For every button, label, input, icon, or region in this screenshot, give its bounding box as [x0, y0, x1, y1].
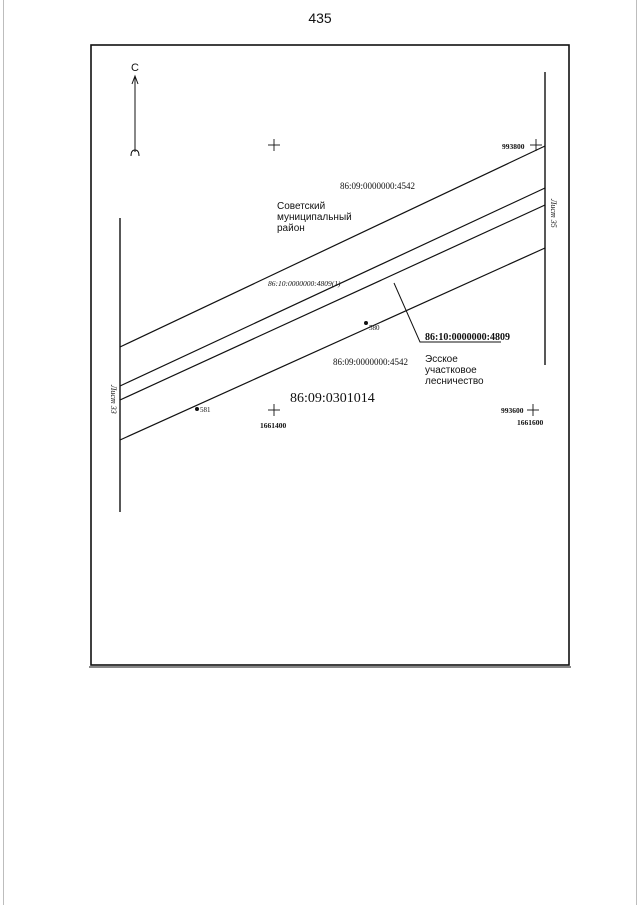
- point-580-label: 580: [369, 324, 380, 332]
- coord-y-top-label: 993800: [502, 142, 525, 151]
- quarter-number-label: 86:09:0301014: [290, 391, 375, 406]
- parcel-4542-lower-label: 86:09:0000000:4542: [333, 357, 409, 367]
- coord-x-left-label: 1661400: [260, 421, 287, 430]
- district-label-line-3: район: [277, 223, 305, 234]
- coord-y-bottom-label: 993600: [501, 406, 524, 415]
- boundary-line-4: [120, 248, 545, 440]
- parcel-4542-upper-label: 86:09:0000000:4542: [340, 181, 416, 191]
- survey-point-580: [364, 321, 368, 325]
- parcel-4809-label: 86:10:0000000:4809: [425, 332, 510, 343]
- point-581-label: 581: [200, 406, 211, 414]
- grid-cross-bottom-left: [268, 404, 280, 416]
- page-number: 435: [308, 10, 332, 26]
- district-label-line-2: муниципальный: [277, 212, 352, 223]
- forestry-label-line-2: участковое: [425, 365, 477, 376]
- north-label: С: [131, 62, 139, 74]
- grid-cross-top-left: [268, 139, 280, 151]
- sheet-right-label: Лист 35: [549, 199, 558, 228]
- survey-point-581: [195, 407, 199, 411]
- north-arrow-icon: [131, 76, 139, 156]
- grid-cross-top-right: [530, 139, 542, 151]
- sheet-left-label: Лист 33: [109, 385, 118, 414]
- grid-cross-bottom-right: [527, 404, 539, 416]
- parcel-4809-1-label: 86:10:0000000:4809(1): [268, 279, 341, 288]
- coord-x-right-label: 1661600: [517, 418, 544, 427]
- map-frame: [91, 45, 569, 665]
- boundary-line-1: [120, 146, 545, 347]
- forestry-label-line-1: Эсское: [425, 354, 458, 365]
- forestry-label-line-3: лесничество: [425, 376, 484, 387]
- boundary-line-3: [120, 205, 545, 400]
- district-label-line-1: Советский: [277, 201, 326, 212]
